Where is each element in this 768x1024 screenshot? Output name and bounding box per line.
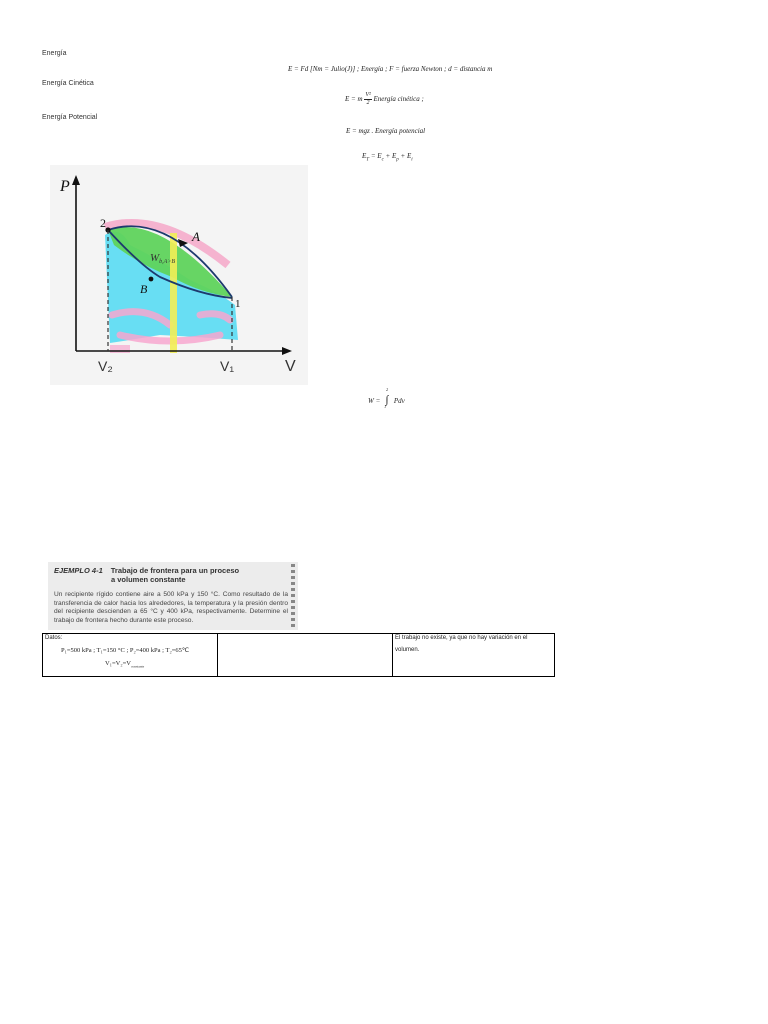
work-integral-formula xyxy=(368,387,405,409)
conclusion-line-1: El trabajo no existe, ya que no hay variación en el xyxy=(395,635,528,641)
work-label-w: W xyxy=(150,252,160,264)
kinetic-frac-den: 2 xyxy=(366,100,370,106)
total-sub-2: p xyxy=(396,157,399,163)
example-title-line1: Trabajo de frontera para un proceso xyxy=(110,566,240,575)
tick-v1-label: V₁ xyxy=(220,358,235,374)
total-sub-1: c xyxy=(381,157,384,163)
tick-v2-label: V₂ xyxy=(98,358,113,374)
example-title xyxy=(54,566,239,584)
example-tag: EJEMPLO 4-1 xyxy=(54,566,103,575)
point-2-label: 2 xyxy=(100,216,106,230)
potential-energy-formula: E = mgz . Energía potencial xyxy=(346,127,426,135)
example-body: Un recipiente rígido contiene aire a 500 kPa y 150 °C. Como resultado de la transferencia de calor hacia los alrededores, la temperatura y la presión dentro del recipiente descienden a 65 °C y 400 kPa, respectivamente. Determine el trabajo de frontera hecho durante este proceso. xyxy=(54,591,288,624)
data-cell xyxy=(43,634,218,677)
kinetic-rhs: Energía cinética ; xyxy=(373,95,424,104)
data-line-2-sub: constante xyxy=(130,664,145,669)
integral-lower-limit: 1 xyxy=(384,404,387,409)
integral-sign: 2 ∫ 1 xyxy=(384,387,389,409)
kinetic-energy-label: Energía Cinética xyxy=(42,80,94,87)
conclusion-line-2: volumen. xyxy=(395,647,420,653)
data-line-1: P₁=500 kPa ; T₁=150 °C ; P₂=400 kPa ; T₂=65℃ xyxy=(61,647,190,654)
data-line-2 xyxy=(105,660,215,668)
state-b-marker xyxy=(149,277,154,282)
work-integral-integrand: Pdv xyxy=(393,397,405,405)
kinetic-frac-num: V² xyxy=(365,92,371,98)
potential-energy-label: Energía Potencial xyxy=(42,114,98,121)
kinetic-lhs: E = m xyxy=(345,95,363,104)
table-row xyxy=(43,634,555,677)
point-1-label: 1 xyxy=(235,298,241,310)
example-title-line2: a volumen constante xyxy=(111,575,186,584)
total-sub-3: i xyxy=(411,157,413,163)
kinetic-energy-formula xyxy=(345,92,424,107)
path-b-label: B xyxy=(140,282,148,296)
kinetic-fraction xyxy=(364,92,371,107)
highlight-yellow-bar xyxy=(170,233,177,353)
example-side-dots xyxy=(291,564,295,628)
total-plus-2: + E xyxy=(400,152,412,160)
pv-diagram xyxy=(50,165,308,385)
axis-p-label: P xyxy=(60,178,70,195)
total-plus-1: + E xyxy=(385,152,397,160)
total-eq: = E xyxy=(370,152,382,160)
total-lhs-sub: T xyxy=(366,157,370,163)
conclusion-cell xyxy=(393,634,555,677)
data-header: Datos: xyxy=(45,635,63,641)
energy-label: Energía xyxy=(42,50,67,57)
blank-cell xyxy=(218,634,393,677)
axis-v-label: V xyxy=(285,358,296,375)
energy-formula: E = Fd [Nm = Julio(J)] ; Energía ; F = fuerza Newton ; d = distancia m xyxy=(288,65,493,73)
total-lhs: E xyxy=(362,152,367,160)
integral-upper-limit: 2 xyxy=(386,387,389,392)
work-integral-lhs: W = xyxy=(368,397,381,405)
solution-table xyxy=(42,633,555,677)
data-line-2-main: V₁=V₂=V xyxy=(105,660,131,667)
example-box xyxy=(48,562,298,630)
work-label-sub: b,A>B xyxy=(159,259,176,265)
path-a-label: A xyxy=(192,229,200,244)
total-energy-formula xyxy=(362,152,413,162)
